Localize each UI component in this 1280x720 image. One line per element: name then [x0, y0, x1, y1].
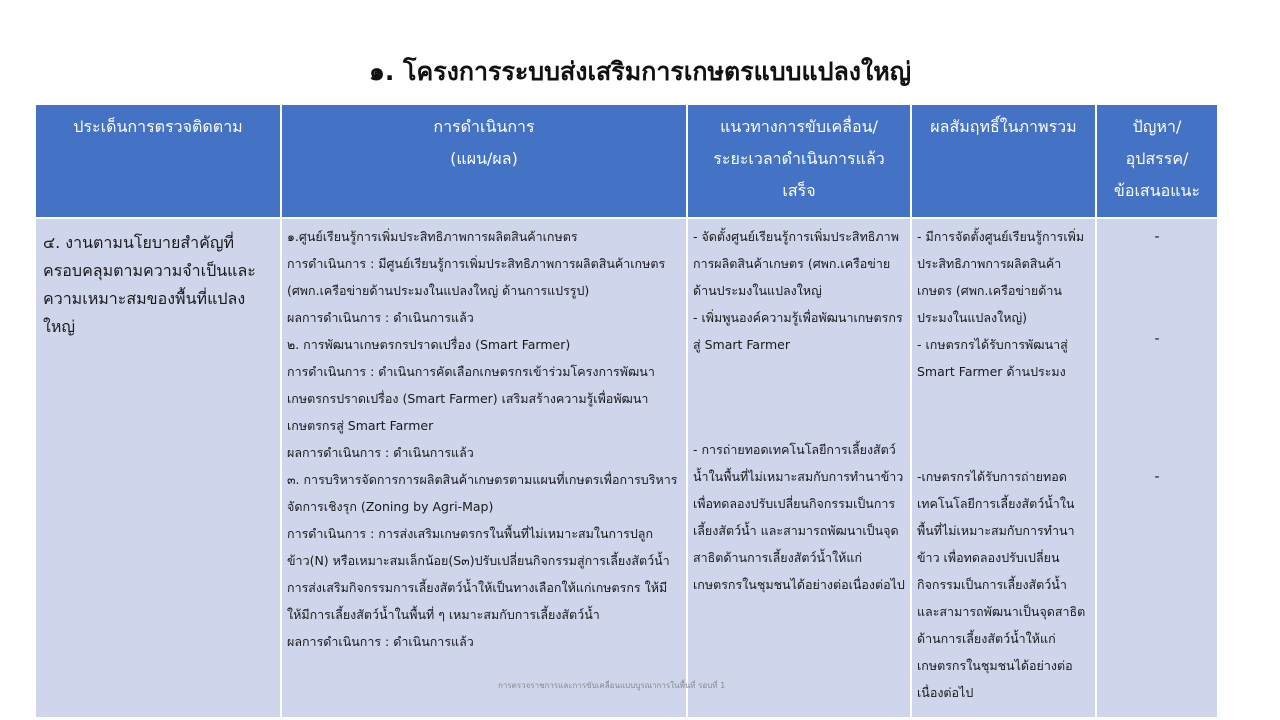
header-monitoring-issue [35, 104, 281, 218]
problem-item: - [1154, 469, 1160, 485]
action-item: ๓. การบริหารจัดการการผลิตสินค้าเกษตรตามแผนที่เกษตรเพื่อการบริหารจัดการเชิงรุก (Zoning by Agri-Map) [287, 472, 678, 514]
header-line: (แผน/ผล) [450, 149, 518, 168]
result-item: - เกษตรกรได้รับการพัฒนาสู่ Smart Farmer ด้านประมง [917, 337, 1068, 379]
topic-cell [35, 218, 281, 718]
action-item: ผลการดำเนินการ : ดำเนินการแล้ว [287, 310, 474, 325]
header-line: ประเด็นการตรวจติดตาม [73, 117, 243, 136]
header-results [911, 104, 1096, 218]
spacer [917, 385, 1090, 463]
monitoring-table [34, 103, 1219, 719]
topic-text: ๔. งานตามนโยบายสำคัญที่ครอบคลุมตามความจำเป็นและความเหมาะสมของพื้นที่แปลงใหญ่ [43, 233, 256, 336]
action-item: ๒. การพัฒนาเกษตรกรปราดเปรื่อง (Smart Farmer) [287, 337, 571, 352]
guidelines-list [693, 223, 905, 598]
action-item: การส่งเสริมกิจกรรมการเลี้ยงสัตว์น้ำให้เป็นทางเลือกให้แก่เกษตรกร ให้มีให้มีการเลี้ยงสัตว์น้ำในพื้นที่ ๆ เหมาะสมกับการเลี้ยงสัตว์น้ำ [287, 580, 668, 622]
action-item: ๑.ศูนย์เรียนรู้การเพิ่มประสิทธิภาพการผลิตสินค้าเกษตร [287, 229, 578, 244]
guideline-item: - จัดตั้งศูนย์เรียนรู้การเพิ่มประสิทธิภาพการผลิตสินค้าเกษตร (ศพก.เครือข่ายด้านประมงในแปลงใหญ่ [693, 229, 899, 298]
header-line: ผลสัมฤทธิ์ในภาพรวม [930, 117, 1077, 136]
guideline-item: - การถ่ายทอดเทคโนโลยีการเลี้ยงสัตว์น้ำในพื้นที่ไม่เหมาะสมกับการทำนาข้าว เพื่อทดลองปรับเปลี่ยนกิจกรรมเป็นการเลี้ยงสัตว์น้ำ และสามารถพัฒนาเป็นจุดสาธิตด้านการเลี้ยงสัตว์น้ำให้แก่เกษตรกรในชุมชนได้อย่างต่อเนื่องต่อไป [693, 442, 905, 592]
page-title: ๑. โครงการระบบส่งเสริมการเกษตรแบบแปลงใหญ่ [368, 57, 911, 86]
table-row [35, 218, 1218, 718]
problems-cell [1096, 218, 1218, 718]
action-item: การดำเนินการ : การส่งเสริมเกษตรกรในพื้นที่ไม่เหมาะสมในการปลูกข้าว(N) หรือเหมาะสมเล็กน้อย(S๓)ปรับเปลี่ยนกิจกรรมสู่การเลี้ยงสัตว์น้ำ [287, 526, 670, 568]
actions-list [287, 223, 681, 655]
actions-cell [281, 218, 687, 718]
result-item: - มีการจัดตั้งศูนย์เรียนรู้การเพิ่มประสิทธิภาพการผลิตสินค้าเกษตร (ศพก.เครือข่ายด้านประมงในแปลงใหญ่) [917, 229, 1085, 325]
problem-item: - [1154, 331, 1160, 347]
spacer [693, 358, 905, 436]
problem-item: - [1154, 229, 1160, 245]
guidelines-cell [687, 218, 911, 718]
header-problems [1096, 104, 1218, 218]
header-line: เสร็จ [782, 181, 816, 200]
header-line: ปัญหา/อุปสรรค/ [1125, 117, 1189, 168]
action-item: ผลการดำเนินการ : ดำเนินการแล้ว [287, 634, 474, 649]
header-line: การดำเนินการ [433, 117, 535, 136]
header-line: ระยะเวลาดำเนินการแล้ว [713, 149, 885, 168]
table-header-row [35, 104, 1218, 218]
action-item: ผลการดำเนินการ : ดำเนินการแล้ว [287, 445, 474, 460]
results-cell [911, 218, 1096, 718]
header-line: ข้อเสนอแนะ [1113, 181, 1201, 200]
header-guidelines [687, 104, 911, 218]
header-actions [281, 104, 687, 218]
action-item: การดำเนินการ : ดำเนินการคัดเลือกเกษตรกรเข้าร่วมโครงการพัฒนาเกษตรกรปราดเปรื่อง (Smart Farmer) เสริมสร้างความรู้เพื่อพัฒนาเกษตรกรสู่ Smart Farmer [287, 364, 655, 433]
result-item: -เกษตรกรได้รับการถ่ายทอดเทคโนโลยีการเลี้ยงสัตว์น้ำในพื้นที่ไม่เหมาะสมกับการทำนาข้าว เพื่อทดลองปรับเปลี่ยนกิจกรรมเป็นการเลี้ยงสัตว์น้ำ และสามารถพัฒนาเป็นจุดสาธิตด้านการเลี้ยงสัตว์น้ำให้แก่เกษตรกรในชุมชนได้อย่างต่อเนื่องต่อไป [917, 469, 1086, 700]
action-item: การดำเนินการ : มีศูนย์เรียนรู้การเพิ่มประสิทธิภาพการผลิตสินค้าเกษตร (ศพก.เครือข่ายด้านประมงในแปลงใหญ่ ด้านการแปรรูป) [287, 256, 666, 298]
guideline-item: - เพิ่มพูนองค์ความรู้เพื่อพัฒนาเกษตรกรสู่ Smart Farmer [693, 310, 903, 352]
results-list [917, 223, 1090, 706]
footer-note: การตรวจราชการและการขับเคลื่อนแบบบูรณาการในพื้นที่ รอบที่ 1 [498, 681, 726, 690]
header-line: แนวทางการขับเคลื่อน/ [720, 117, 878, 136]
